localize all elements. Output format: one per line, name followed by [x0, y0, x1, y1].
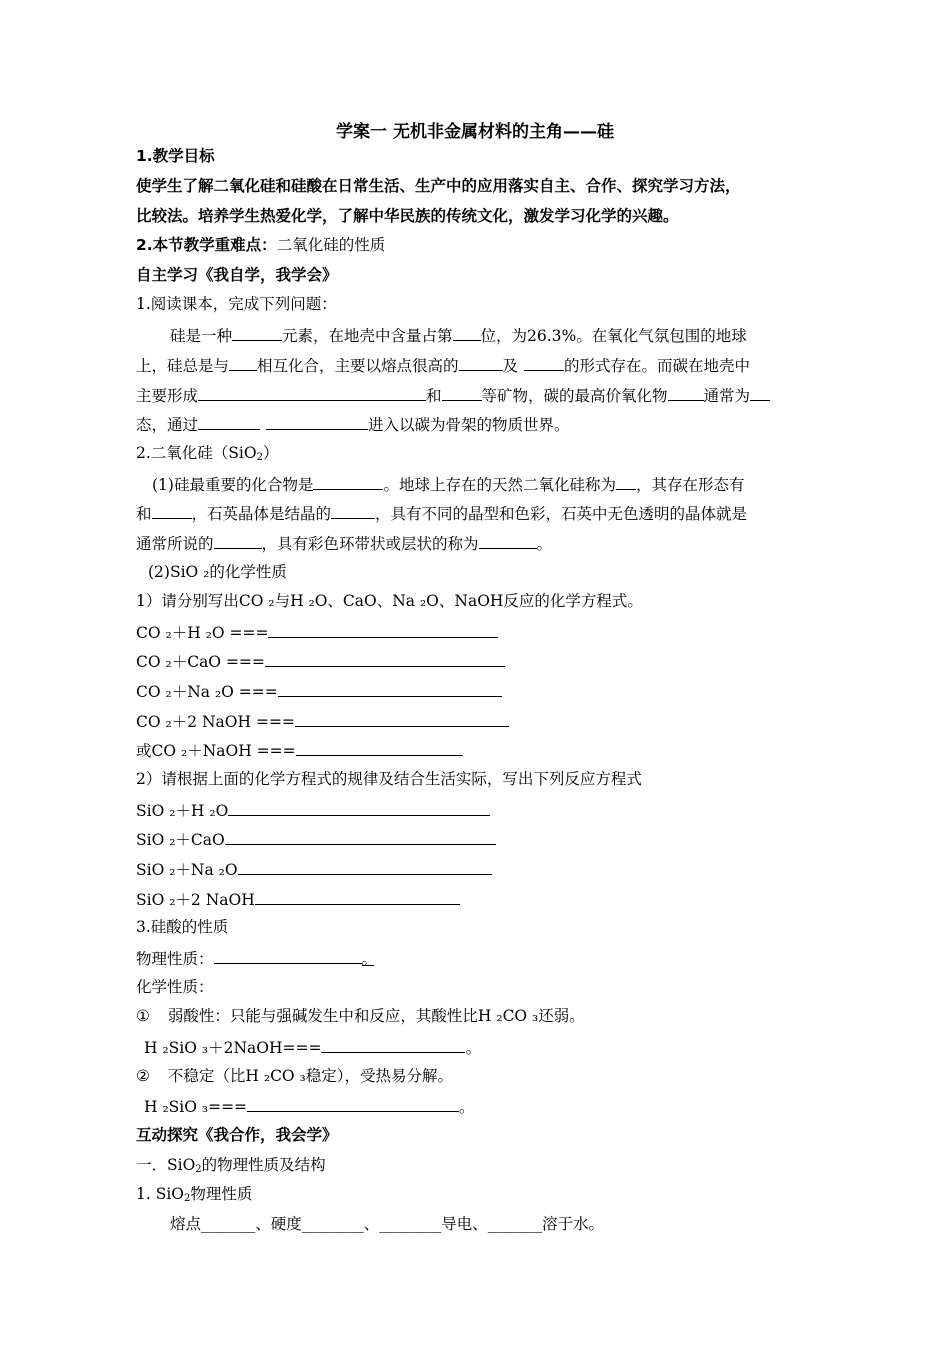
text: SiO ₂＋Na ₂O [136, 861, 238, 879]
key-points-text: 二氧化硅的性质 [276, 236, 386, 254]
text: 。 [536, 535, 553, 553]
question-1: 1.阅读课本，完成下列问题： [136, 295, 337, 313]
text: 位，为26.3%。在氧化气氛包围的地球 [480, 327, 747, 345]
text: CO ₂＋2 NaOH === [136, 713, 295, 731]
equation-7 [136, 828, 830, 850]
text: 进入以碳为骨架的物质世界。 [368, 416, 570, 434]
equation-4 [136, 710, 830, 732]
answer-blank[interactable] [214, 947, 362, 964]
sio2-line-3 [136, 532, 830, 554]
property-2 [136, 1066, 830, 1086]
text: 不稳定（比H ₂CO ₃稳定），受热易分解。 [167, 1067, 454, 1085]
equation-2 [136, 650, 830, 672]
paragraph-line-3 [136, 384, 830, 406]
answer-blank[interactable] [278, 680, 502, 697]
text: 一．SiO [136, 1156, 196, 1174]
text: ，石英晶体是结晶的 [191, 505, 332, 523]
equation-6 [136, 799, 830, 821]
subscript: 2 [195, 1164, 202, 1175]
answer-blank[interactable] [238, 858, 492, 875]
text: ② [136, 1067, 150, 1085]
property-1-equation [144, 1036, 830, 1058]
blank[interactable] [266, 413, 368, 430]
explore-heading: 互动探究《我合作，我会学》 [136, 1126, 338, 1144]
text: 1. SiO [136, 1185, 184, 1203]
question-2 [136, 443, 830, 468]
text: ，具有彩色环带状或层状的称为 [261, 535, 479, 553]
task-1: 1）请分别写出CO ₂与H ₂O、CaO、Na ₂O、NaOH反应的化学方程式。 [136, 592, 643, 610]
equation-5 [136, 739, 830, 761]
text: 通常为 [703, 387, 751, 405]
sio2-line-1 [152, 473, 830, 495]
paragraph-line-2 [136, 354, 830, 376]
blank[interactable] [313, 473, 383, 490]
text: ① [136, 1007, 150, 1025]
text: ，具有不同的晶型和色彩，石英中无色透明的晶体就是 [375, 505, 748, 523]
answer-blank[interactable] [228, 799, 490, 816]
blank[interactable] [331, 502, 375, 519]
section-1-heading [136, 1155, 830, 1180]
task-2: 2）请根据上面的化学方程式的规律及结合生活实际，写出下列反应方程式 [136, 770, 642, 788]
paragraph-line-4 [136, 413, 830, 435]
text: H ₂SiO ₃＋2NaOH=== [144, 1039, 322, 1057]
objectives-heading: 1.教学目标 [136, 147, 215, 165]
blank[interactable] [229, 354, 257, 371]
subscript: 2 [256, 452, 263, 463]
blank[interactable] [479, 532, 537, 549]
text: ，其存在形态有 [635, 476, 745, 494]
answer-blank[interactable] [268, 621, 498, 638]
page-title: 学案一 无机非金属材料的主角——硅 [336, 122, 614, 142]
text: CO ₂＋Na ₂O === [136, 683, 278, 701]
text: 。 [361, 950, 378, 968]
text: 硅是一种 [170, 327, 233, 345]
chemical-properties: 化学性质： [136, 978, 214, 996]
text: ） [262, 444, 279, 462]
text: 的形式存在。而碳在地壳中 [564, 357, 751, 375]
blank[interactable] [453, 324, 481, 341]
text: 2.二氧化硅（SiO [136, 444, 257, 462]
answer-blank[interactable] [265, 650, 505, 667]
blank[interactable] [459, 354, 503, 371]
equation-8 [136, 858, 830, 880]
text: 通常所说的 [136, 535, 214, 553]
answer-blank[interactable] [295, 710, 509, 727]
text: 弱酸性：只能与强碱发生中和反应，其酸性比H ₂CO ₃还弱。 [167, 1007, 585, 1025]
item-1-heading [136, 1184, 830, 1209]
text: 。 [459, 1098, 475, 1116]
text: 物理性质： [136, 950, 214, 968]
text: 上，硅总是与 [136, 357, 230, 375]
answer-blank[interactable] [296, 739, 463, 756]
text: CO ₂＋CaO === [136, 653, 265, 671]
equation-1 [136, 621, 830, 643]
physical-properties-blanks: 熔点_______、硬度________、________导电、_______溶于水。 [170, 1215, 605, 1233]
blank[interactable] [198, 413, 260, 430]
blank[interactable] [442, 384, 482, 401]
equation-3 [136, 680, 830, 702]
physical-properties [136, 947, 830, 969]
blank[interactable] [616, 473, 636, 490]
text: 和 [426, 387, 442, 405]
property-2-equation [144, 1095, 830, 1117]
text: 态，通过 [136, 416, 199, 434]
text: SiO ₂＋H ₂O [136, 802, 229, 820]
sio2-line-2 [136, 502, 830, 524]
text: 和 [136, 505, 152, 523]
question-3: 3.硅酸的性质 [136, 918, 229, 936]
subscript: 2 [184, 1193, 191, 1204]
text: 相互化合，主要以熔点很高的 [257, 357, 459, 375]
text: 。 [465, 1039, 481, 1057]
equation-9 [136, 888, 830, 910]
text: H ₂SiO ₃=== [144, 1098, 248, 1116]
answer-blank[interactable] [247, 1095, 459, 1112]
text: 等矿物，碳的最高价氧化物 [481, 387, 668, 405]
text: 元素，在地壳中含量占第 [282, 327, 453, 345]
text: (1)硅最重要的化合物是 [152, 476, 314, 494]
text: 物理性质 [190, 1185, 253, 1203]
text: 或CO ₂＋NaOH === [136, 742, 296, 760]
blank[interactable] [198, 384, 426, 401]
blank[interactable] [214, 532, 262, 549]
objectives-line-2: 比较法。培养学生热爱化学，了解中华民族的传统文化，激发学习化学的兴趣。 [136, 207, 679, 225]
key-points-label: 2.本节教学重难点： [136, 236, 277, 254]
blank[interactable] [524, 354, 564, 371]
chem-props-heading: (2)SiO ₂的化学性质 [148, 563, 287, 581]
text: 。地球上存在的天然二氧化硅称为 [383, 476, 616, 494]
text: SiO ₂＋CaO [136, 831, 225, 849]
blank[interactable] [152, 502, 192, 519]
blank[interactable] [750, 384, 770, 401]
key-points [136, 235, 830, 255]
property-1 [136, 1006, 830, 1026]
answer-blank[interactable] [255, 888, 460, 905]
text: 及 [502, 357, 519, 375]
text: CO ₂＋H ₂O === [136, 624, 269, 642]
text: 主要形成 [136, 387, 199, 405]
answer-blank[interactable] [225, 828, 496, 845]
paragraph-line-1 [170, 324, 830, 346]
text: 的物理性质及结构 [201, 1156, 326, 1174]
blank[interactable] [232, 324, 282, 341]
text: SiO ₂＋2 NaOH [136, 891, 255, 909]
objectives-line-1: 使学生了解二氧化硅和硅酸在日常生活、生产中的应用落实自主、合作、探究学习方法， [136, 177, 741, 195]
self-study-heading: 自主学习《我自学，我学会》 [136, 266, 338, 284]
answer-blank[interactable] [321, 1036, 465, 1053]
blank[interactable] [668, 384, 704, 401]
